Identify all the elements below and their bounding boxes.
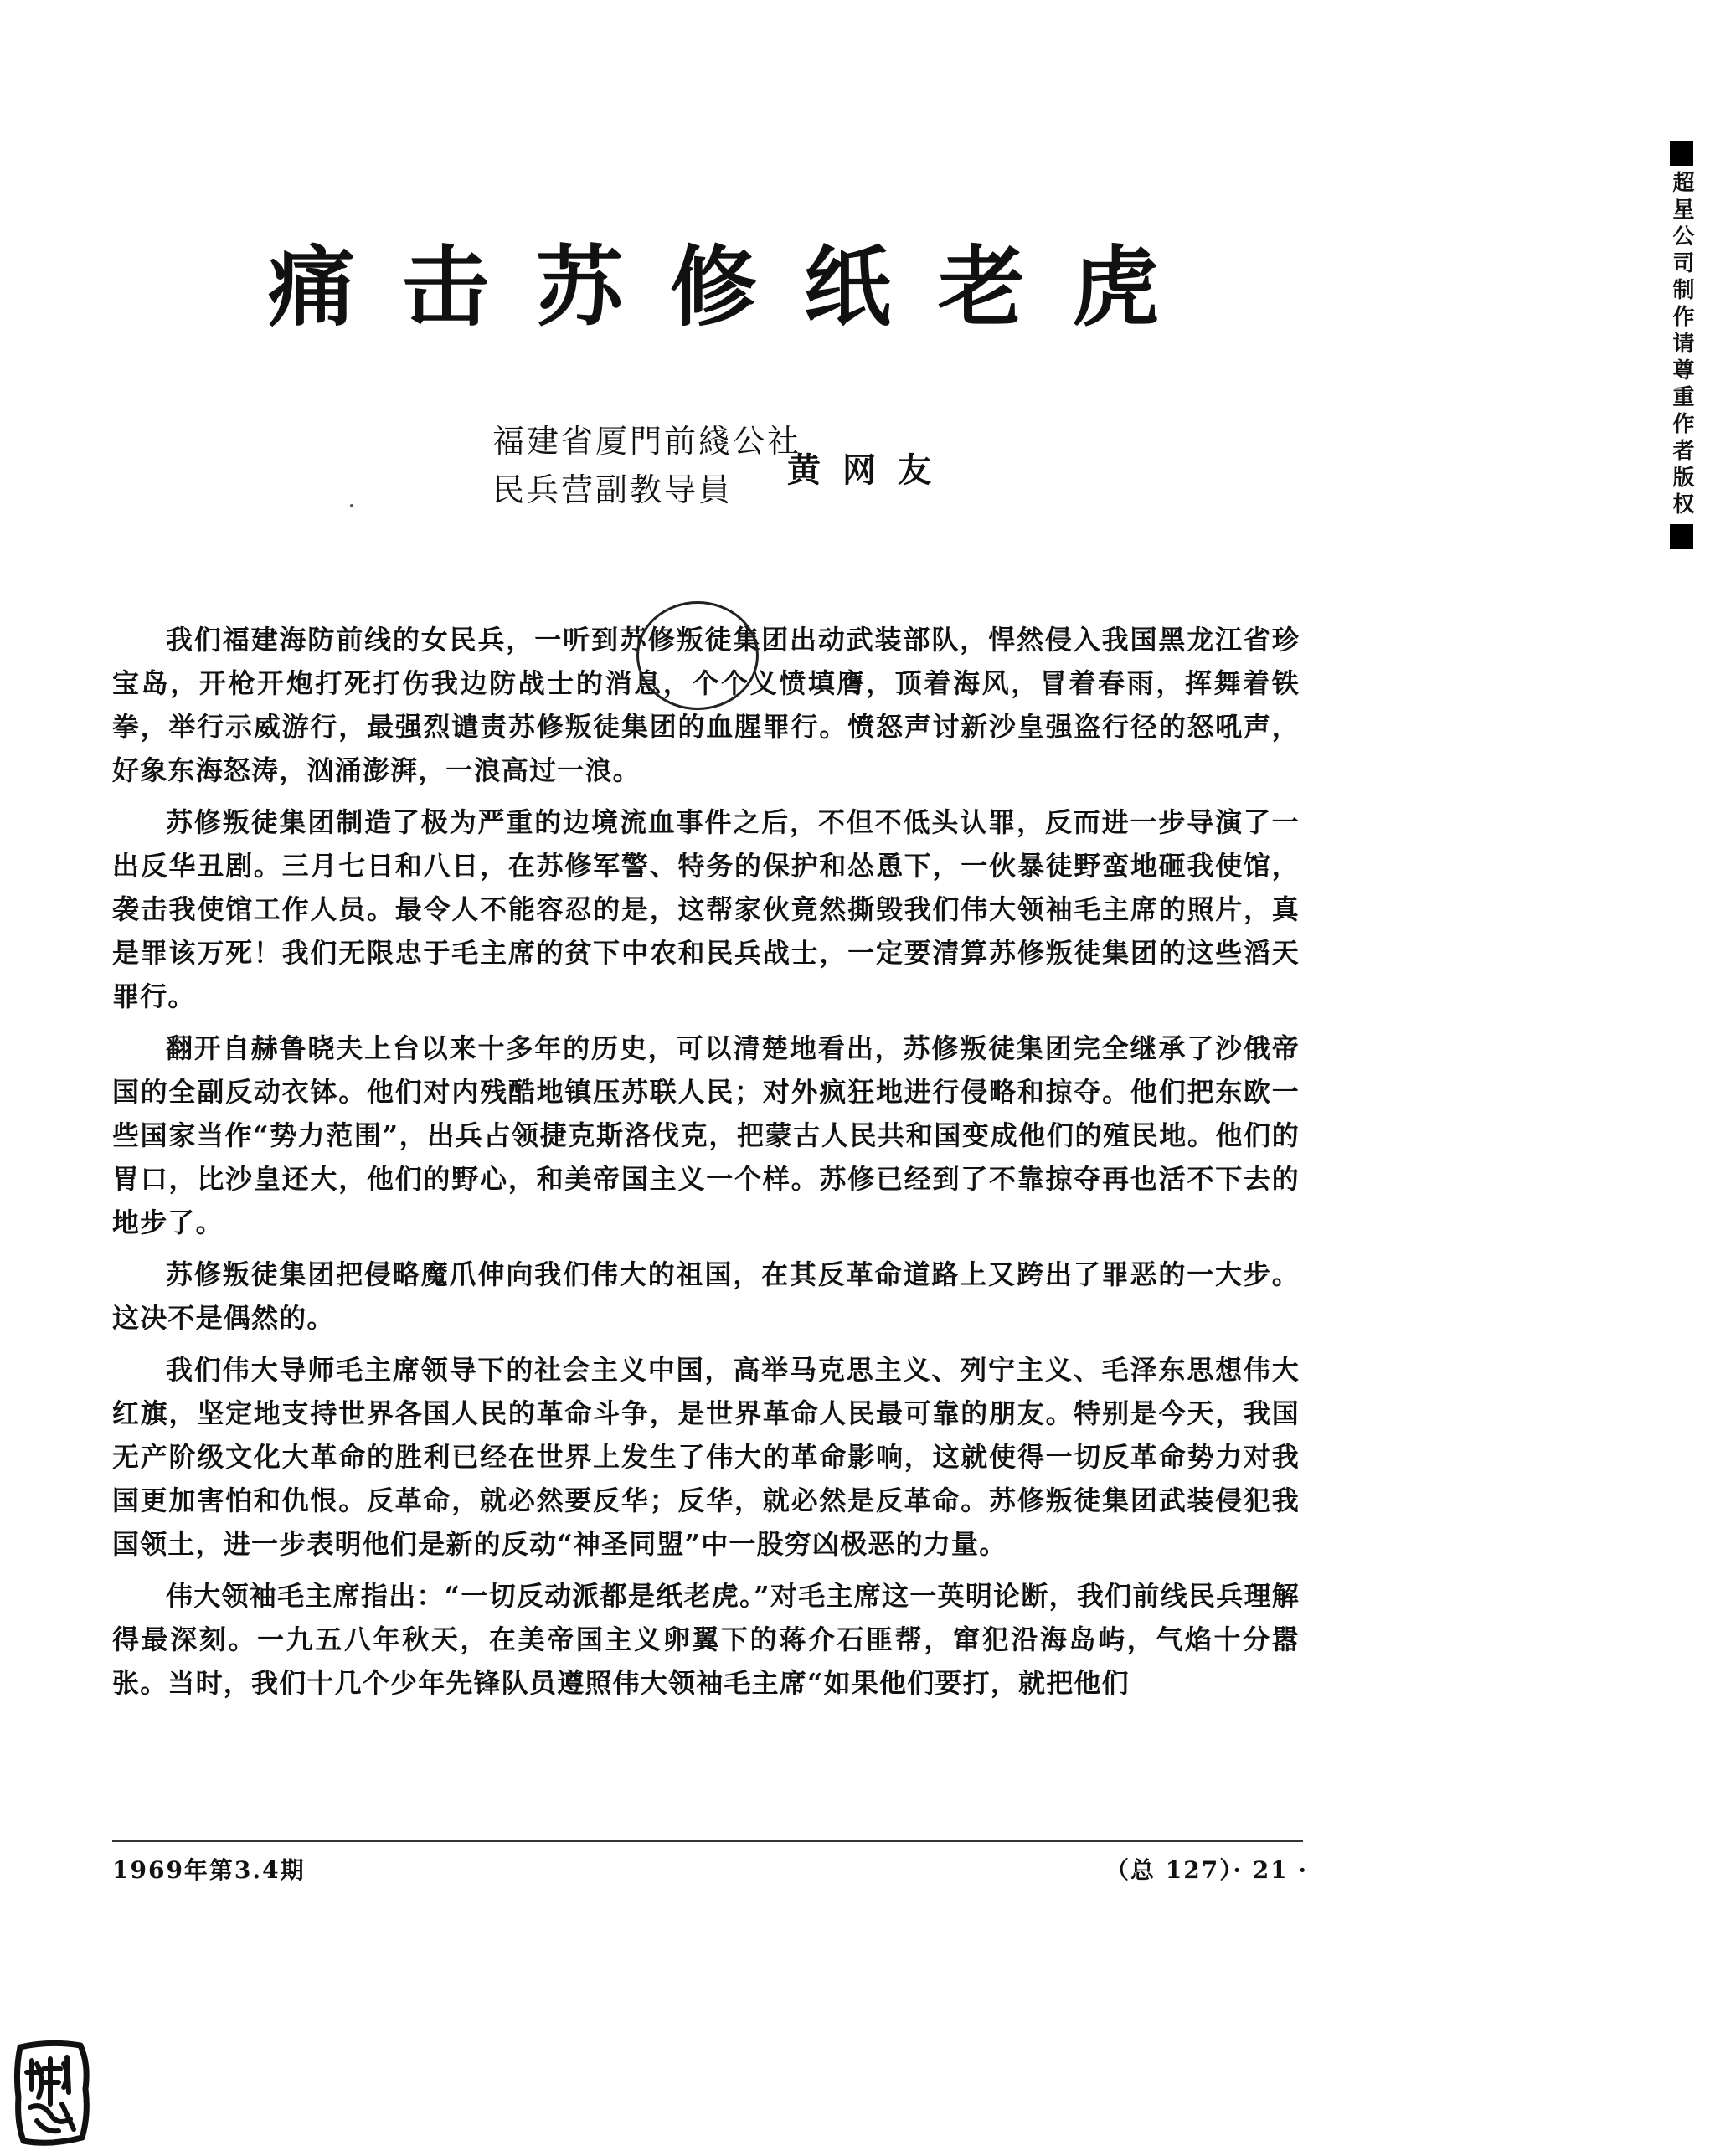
paragraph-3: 翻开自赫鲁晓夫上台以来十多年的历史，可以清楚地看出，苏修叛徒集团完全继承了沙俄帝国的全副反动衣钵。他们对内残酷地镇压苏联人民；对外疯狂地进行侵略和掠夺。他们把东欧一些国家当作“势力范围”，出兵占领捷克斯洛伐克，把蒙古人民共和国变成他们的殖民地。他们的胃口，比沙皇还大，他们的野心，和美帝国主义一个样。苏修已经到了不靠掠夺再也活不下去的地步了。 (112, 1032, 1300, 1238)
footer-divider (112, 1840, 1303, 1842)
library-seal-stamp (8, 2039, 95, 2149)
side-bar-bottom (1670, 524, 1693, 549)
paragraph-2: 苏修叛徒集团制造了极为严重的边境流血事件之后，不但不低头认罪，反而进一步导演了一出反华丑剧。三月七日和八日，在苏修军警、特务的保护和怂恿下，一伙暴徒野蛮地砸我使馆，袭击我使馆工作人员。最令人不能容忍的是，这帮家伙竟然撕毁我们伟大领袖毛主席的照片，真是罪该万死！我们无限忠于毛主席的贫下中农和民兵战士，一定要清算苏修叛徒集团的这些滔天罪行。 (112, 806, 1300, 1012)
paragraph-5: 我们伟大导师毛主席领导下的社会主义中国，高举马克思主义、列宁主义、毛泽东思想伟大红旗，坚定地支持世界各国人民的革命斗争，是世界革命人民最可靠的朋友。特别是今天，我国无产阶级文化大革命的胜利已经在世界上发生了伟大的革命影响，这就使得一切反革命势力对我国更加害怕和仇恨。反革命，就必然要反华；反华，就必然是反革命。苏修叛徒集团武装侵犯我国领土，进一步表明他们是新的反动“神圣同盟”中一股穷凶极恶的力量。 (112, 1354, 1300, 1560)
page-number: （总 127）· 21 · (1105, 1856, 1309, 1884)
speck-mark (350, 504, 353, 507)
author-affiliation (492, 417, 801, 514)
author-name: 黄网友 (787, 450, 953, 490)
side-bar-top (1670, 141, 1693, 166)
paragraph-6 (112, 1574, 1300, 1705)
affiliation-line-2: 民兵营副教导員 (492, 471, 734, 508)
paragraph-1: 我们福建海防前线的女民兵，一听到苏修叛徒集团出动武装部队，悍然侵入我国黑龙江省珍宝岛，开枪开炮打死打伤我边防战士的消息，个个义愤填膺，顶着海风，冒着春雨，挥舞着铁拳，举行示威游行，最强烈谴责苏修叛徒集团的血腥罪行。愤怒声讨新沙皇强盗行径的怒吼声，好象东海怒涛，汹涌澎湃，一浪高过一浪。 (112, 624, 1300, 786)
side-copyright-strip (1666, 141, 1702, 603)
article-title: 痛击苏修纸老虎 (268, 235, 1207, 338)
article-body (112, 618, 1300, 1713)
byline (492, 417, 1129, 526)
paragraph-6-body: 对毛主席这一英明论断，我们前线民兵理解得最深刻。一九五八年秋天，在美帝国主义卵翼下的蒋介石匪帮，窜犯沿海岛屿，气焰十分嚣张。当时，我们十几个少年先锋队员遵照伟大领袖毛主席 (112, 1580, 1300, 1699)
side-copyright-text: 超星公司制作请尊重作者版权 (1669, 171, 1694, 519)
hand-drawn-circle (636, 601, 759, 710)
mao-quote-2: “如果他们要打，就把他们 (807, 1667, 1130, 1699)
affiliation-line-1: 福建省厦門前綫公社 (492, 423, 802, 460)
paragraph-4: 苏修叛徒集团把侵略魔爪伸向我们伟大的祖国，在其反革命道路上又跨出了罪恶的一大步。这决不是偶然的。 (112, 1258, 1300, 1334)
issue-label: 1969年第3.4期 (112, 1856, 306, 1884)
mao-quote: “一切反动派都是纸老虎。” (444, 1580, 770, 1612)
paragraph-6-lead: 伟大领袖毛主席指出： (166, 1580, 445, 1612)
